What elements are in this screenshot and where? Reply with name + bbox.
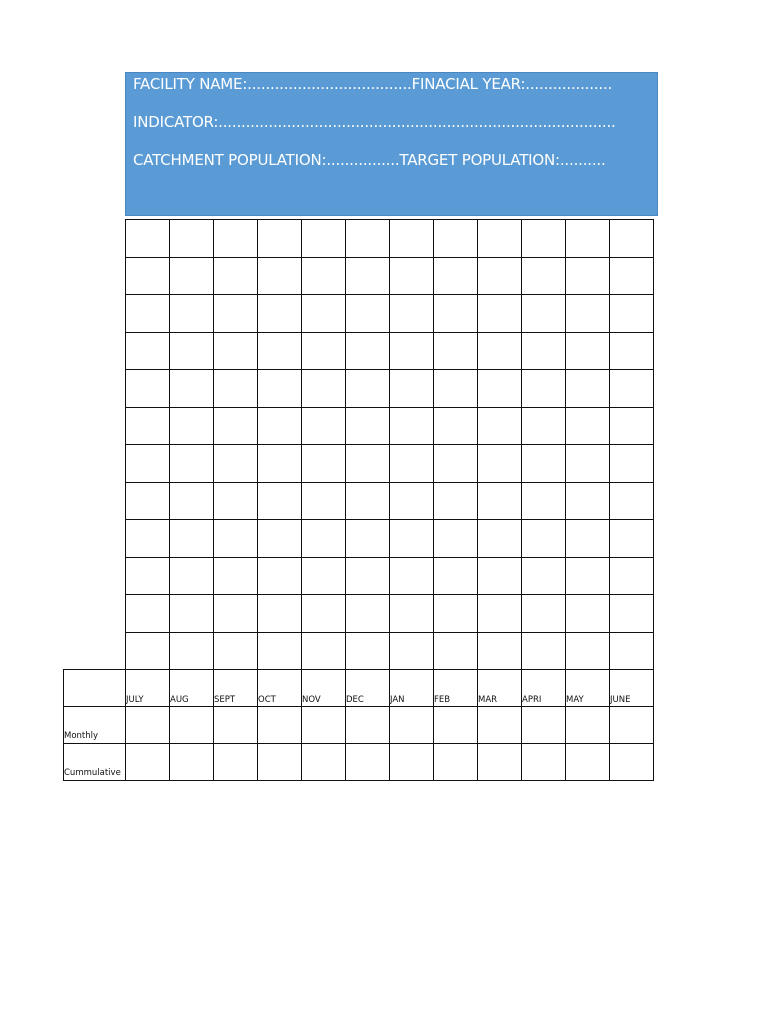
cumulative-cell[interactable]: [302, 744, 346, 781]
grid-cell[interactable]: [610, 557, 654, 595]
grid-cell[interactable]: [170, 370, 214, 408]
grid-cell[interactable]: [302, 595, 346, 633]
facility-name-line: FACILITY NAME:....................................FINACIAL YEAR:...................: [133, 75, 613, 93]
grid-cell[interactable]: [258, 482, 302, 520]
grid-cell[interactable]: [214, 520, 258, 558]
monthly-cell[interactable]: [610, 707, 654, 744]
grid-cell[interactable]: [390, 295, 434, 333]
grid-cell[interactable]: [214, 332, 258, 370]
month-cell-oct: OCT: [258, 670, 302, 707]
grid-cell[interactable]: [214, 557, 258, 595]
grid-cell[interactable]: [434, 557, 478, 595]
grid-cell[interactable]: [478, 595, 522, 633]
grid-cell[interactable]: [610, 220, 654, 258]
month-cell-sept: SEPT: [214, 670, 258, 707]
grid-cell[interactable]: [258, 407, 302, 445]
monthly-cell[interactable]: [258, 707, 302, 744]
month-cell-apri: APRI: [522, 670, 566, 707]
monthly-cell[interactable]: [126, 707, 170, 744]
grid-row: [126, 407, 654, 445]
grid-cell[interactable]: [478, 482, 522, 520]
grid-row: [126, 370, 654, 408]
grid-cell[interactable]: [302, 295, 346, 333]
grid-cell[interactable]: [434, 520, 478, 558]
grid-cell[interactable]: [434, 220, 478, 258]
grid-cell[interactable]: [258, 520, 302, 558]
month-cell-dec: DEC: [346, 670, 390, 707]
grid-cell[interactable]: [434, 595, 478, 633]
grid-row: [126, 557, 654, 595]
grid-cell[interactable]: [170, 520, 214, 558]
grid-cell[interactable]: [302, 557, 346, 595]
grid-cell[interactable]: [610, 520, 654, 558]
grid-cell[interactable]: [346, 220, 390, 258]
grid-cell[interactable]: [126, 445, 170, 483]
cumulative-cell[interactable]: [390, 744, 434, 781]
cumulative-cell[interactable]: [258, 744, 302, 781]
grid-cell[interactable]: [346, 557, 390, 595]
monthly-cell[interactable]: [434, 707, 478, 744]
grid-cell[interactable]: [126, 332, 170, 370]
grid-cell[interactable]: [566, 520, 610, 558]
grid-cell[interactable]: [258, 257, 302, 295]
grid-cell[interactable]: [434, 632, 478, 670]
grid-cell[interactable]: [566, 295, 610, 333]
month-cell-aug: AUG: [170, 670, 214, 707]
cumulative-cell[interactable]: [434, 744, 478, 781]
monthly-cell[interactable]: [390, 707, 434, 744]
grid-cell[interactable]: [170, 445, 214, 483]
grid-cell[interactable]: [566, 445, 610, 483]
grid-cell[interactable]: [346, 520, 390, 558]
month-cell-july: JULY: [126, 670, 170, 707]
grid-cell[interactable]: [566, 595, 610, 633]
grid-cell[interactable]: [522, 220, 566, 258]
grid-cell[interactable]: [170, 482, 214, 520]
grid-cell[interactable]: [390, 595, 434, 633]
grid-cell[interactable]: [610, 407, 654, 445]
grid-cell[interactable]: [478, 520, 522, 558]
grid-cell[interactable]: [214, 295, 258, 333]
grid-cell[interactable]: [434, 445, 478, 483]
monthly-cell[interactable]: [214, 707, 258, 744]
grid-cell[interactable]: [434, 257, 478, 295]
month-cell-feb: FEB: [434, 670, 478, 707]
grid-cell[interactable]: [566, 407, 610, 445]
grid-cell[interactable]: [610, 370, 654, 408]
cumulative-cell[interactable]: [126, 744, 170, 781]
grid-row: [126, 482, 654, 520]
grid-cell[interactable]: [390, 557, 434, 595]
grid-cell[interactable]: [346, 632, 390, 670]
grid-cell[interactable]: [258, 295, 302, 333]
grid-row: [126, 295, 654, 333]
month-cell-may: MAY: [566, 670, 610, 707]
monthly-cell[interactable]: [522, 707, 566, 744]
grid-row: [126, 632, 654, 670]
grid-cell[interactable]: [566, 257, 610, 295]
grid-cell[interactable]: [302, 482, 346, 520]
grid-cell[interactable]: [390, 407, 434, 445]
grid-cell[interactable]: [390, 445, 434, 483]
grid-cell[interactable]: [302, 407, 346, 445]
grid-cell[interactable]: [522, 295, 566, 333]
grid-cell[interactable]: [302, 370, 346, 408]
grid-cell[interactable]: [346, 482, 390, 520]
grid-cell[interactable]: [522, 257, 566, 295]
grid-cell[interactable]: [258, 445, 302, 483]
grid-cell[interactable]: [566, 632, 610, 670]
grid-cell[interactable]: [610, 595, 654, 633]
grid-cell[interactable]: [346, 295, 390, 333]
grid-cell[interactable]: [346, 407, 390, 445]
grid-cell[interactable]: [258, 332, 302, 370]
grid-cell[interactable]: [478, 557, 522, 595]
grid-cell[interactable]: [170, 632, 214, 670]
grid-cell[interactable]: [522, 482, 566, 520]
grid-cell[interactable]: [126, 595, 170, 633]
grid-cell[interactable]: [610, 257, 654, 295]
grid-cell[interactable]: [522, 407, 566, 445]
grid-cell[interactable]: [346, 595, 390, 633]
grid-cell[interactable]: [126, 520, 170, 558]
cumulative-row-label: Cummulative: [64, 744, 126, 781]
grid-cell[interactable]: [126, 295, 170, 333]
monthly-cell[interactable]: [478, 707, 522, 744]
grid-cell[interactable]: [346, 332, 390, 370]
grid-cell[interactable]: [478, 632, 522, 670]
indicator-line: INDICATOR:.......................................................................................: [133, 113, 616, 131]
grid-cell[interactable]: [170, 295, 214, 333]
grid-cell[interactable]: [610, 482, 654, 520]
grid-cell[interactable]: [566, 370, 610, 408]
grid-cell[interactable]: [258, 220, 302, 258]
grid-cell[interactable]: [214, 445, 258, 483]
monthly-row-label: Monthly: [64, 707, 126, 744]
grid-cell[interactable]: [170, 220, 214, 258]
monthly-row: [64, 707, 654, 744]
grid-cell[interactable]: [170, 257, 214, 295]
grid-cell[interactable]: [126, 257, 170, 295]
grid-row: [126, 520, 654, 558]
grid-cell[interactable]: [478, 257, 522, 295]
grid-cell[interactable]: [478, 407, 522, 445]
grid-cell[interactable]: [126, 220, 170, 258]
grid-cell[interactable]: [302, 332, 346, 370]
grid-cell[interactable]: [346, 257, 390, 295]
grid-cell[interactable]: [434, 332, 478, 370]
grid-cell[interactable]: [214, 257, 258, 295]
row-label-blank: [64, 670, 126, 707]
grid-cell[interactable]: [522, 332, 566, 370]
grid-cell[interactable]: [346, 370, 390, 408]
grid-cell[interactable]: [566, 332, 610, 370]
grid-cell[interactable]: [390, 482, 434, 520]
monthly-cell[interactable]: [170, 707, 214, 744]
grid-cell[interactable]: [434, 370, 478, 408]
grid-cell[interactable]: [434, 482, 478, 520]
grid-cell[interactable]: [258, 595, 302, 633]
grid-cell[interactable]: [478, 220, 522, 258]
month-header-row: [64, 670, 654, 707]
grid-cell[interactable]: [566, 220, 610, 258]
grid-cell[interactable]: [126, 632, 170, 670]
monthly-cell[interactable]: [566, 707, 610, 744]
chart-grid: [125, 219, 654, 670]
grid-cell[interactable]: [434, 295, 478, 333]
header-banner: [125, 72, 658, 216]
grid-cell[interactable]: [258, 557, 302, 595]
grid-cell[interactable]: [478, 370, 522, 408]
grid-cell[interactable]: [214, 632, 258, 670]
grid-cell[interactable]: [610, 445, 654, 483]
month-cell-nov: NOV: [302, 670, 346, 707]
grid-cell[interactable]: [170, 407, 214, 445]
grid-cell[interactable]: [214, 370, 258, 408]
month-cell-jan: JAN: [390, 670, 434, 707]
grid-cell[interactable]: [126, 557, 170, 595]
cumulative-cell[interactable]: [566, 744, 610, 781]
grid-cell[interactable]: [302, 220, 346, 258]
grid-cell[interactable]: [214, 482, 258, 520]
grid-cell[interactable]: [302, 257, 346, 295]
grid-cell[interactable]: [346, 445, 390, 483]
grid-cell[interactable]: [522, 632, 566, 670]
grid-row: [126, 220, 654, 258]
grid-cell[interactable]: [390, 370, 434, 408]
grid-cell[interactable]: [302, 445, 346, 483]
grid-cell[interactable]: [478, 445, 522, 483]
grid-cell[interactable]: [302, 632, 346, 670]
month-cell-mar: MAR: [478, 670, 522, 707]
cumulative-row: [64, 744, 654, 781]
cumulative-cell[interactable]: [214, 744, 258, 781]
cumulative-cell[interactable]: [522, 744, 566, 781]
grid-cell[interactable]: [170, 557, 214, 595]
grid-cell[interactable]: [610, 295, 654, 333]
grid-row: [126, 257, 654, 295]
grid-cell[interactable]: [302, 520, 346, 558]
grid-cell[interactable]: [390, 332, 434, 370]
monthly-cell[interactable]: [346, 707, 390, 744]
grid-cell[interactable]: [214, 595, 258, 633]
grid-cell[interactable]: [258, 370, 302, 408]
cumulative-cell[interactable]: [610, 744, 654, 781]
grid-row: [126, 332, 654, 370]
population-line: CATCHMENT POPULATION:................TARGET POPULATION:..........: [133, 151, 606, 169]
grid-cell[interactable]: [390, 220, 434, 258]
grid-cell[interactable]: [522, 595, 566, 633]
grid-cell[interactable]: [434, 407, 478, 445]
grid-cell[interactable]: [522, 557, 566, 595]
grid-cell[interactable]: [170, 332, 214, 370]
grid-cell[interactable]: [126, 370, 170, 408]
grid-cell[interactable]: [390, 632, 434, 670]
grid-cell[interactable]: [566, 557, 610, 595]
month-cell-june: JUNE: [610, 670, 654, 707]
grid-cell[interactable]: [170, 595, 214, 633]
cumulative-cell[interactable]: [346, 744, 390, 781]
grid-cell[interactable]: [478, 295, 522, 333]
grid-cell[interactable]: [522, 445, 566, 483]
grid-cell[interactable]: [522, 520, 566, 558]
grid-cell[interactable]: [478, 332, 522, 370]
grid-cell[interactable]: [610, 332, 654, 370]
grid-cell[interactable]: [522, 370, 566, 408]
grid-row: [126, 595, 654, 633]
grid-row: [126, 445, 654, 483]
cumulative-cell[interactable]: [478, 744, 522, 781]
grid-cell[interactable]: [566, 482, 610, 520]
grid-cell[interactable]: [214, 220, 258, 258]
summary-table: [63, 669, 654, 781]
grid-cell[interactable]: [390, 520, 434, 558]
grid-cell[interactable]: [258, 632, 302, 670]
grid-cell[interactable]: [126, 482, 170, 520]
monthly-cell[interactable]: [302, 707, 346, 744]
grid-cell[interactable]: [126, 407, 170, 445]
grid-cell[interactable]: [214, 407, 258, 445]
cumulative-cell[interactable]: [170, 744, 214, 781]
grid-cell[interactable]: [390, 257, 434, 295]
grid-cell[interactable]: [610, 632, 654, 670]
